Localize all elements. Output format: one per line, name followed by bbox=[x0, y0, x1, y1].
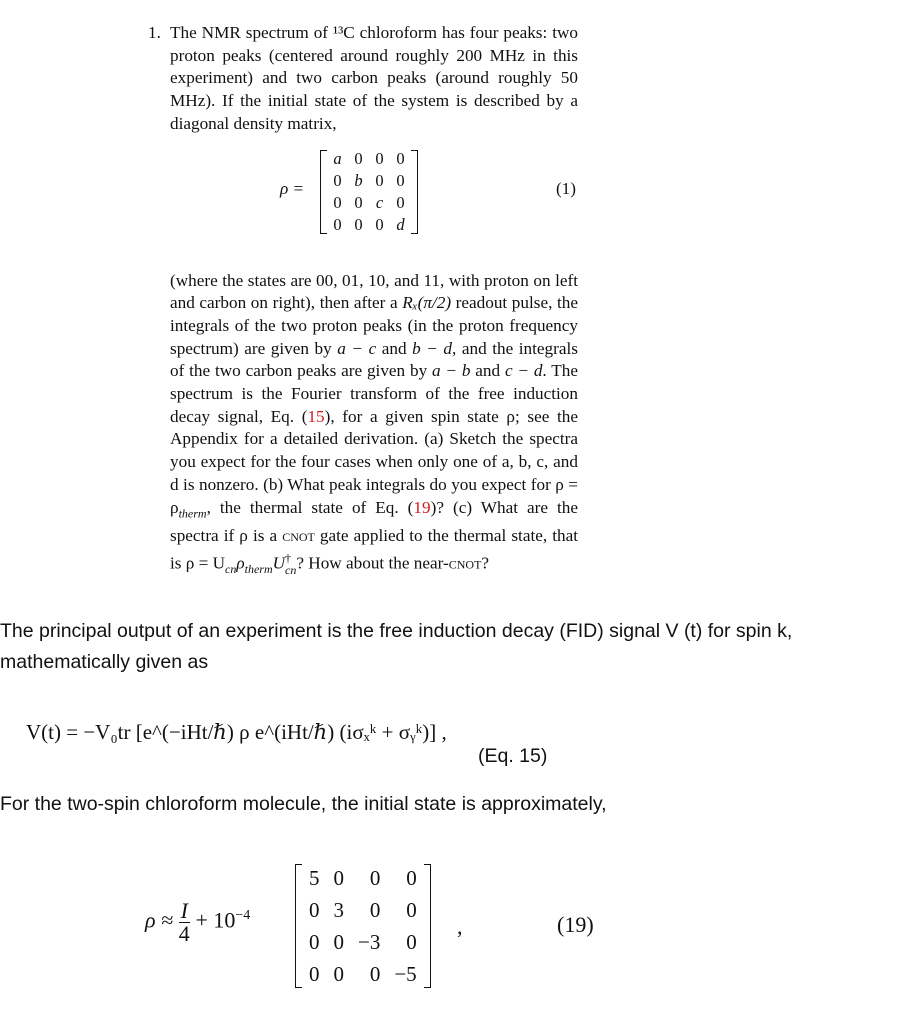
pulse-expr: Rₓ(π/2) bbox=[402, 293, 452, 313]
eq19-cell: 0 bbox=[406, 866, 417, 890]
eq19-cell: 0 bbox=[309, 930, 320, 954]
eq19-cell: 0 bbox=[369, 898, 381, 922]
eq19-lhs: ρ ≈ $\frac{I}{4}$ + $10^{-4}$ bbox=[145, 898, 251, 946]
eq19-cell: 3 bbox=[333, 898, 344, 922]
eq1-cell: 0 bbox=[375, 170, 384, 190]
eq19-cell: 0 bbox=[406, 898, 417, 922]
eq19-link[interactable]: 19 bbox=[413, 497, 431, 517]
eq1-cell: 0 bbox=[354, 192, 363, 212]
problem-paragraph-2: (where the states are 00, 01, 10, and 11, with proton on left and carbon on right), then after a Rₓ(π/2) readout pulse, the integrals of the two proton peaks (in the proton frequency spectrum) are given by a − c and b − d, and the integrals of the two carbon peaks are given by a − b and c − d. The spectrum is the Fourier transform of the free induction decay signal, Eq. (15), for a given spin state ρ; see the Appendix for a detailed derivation. (a) Sketch the spectra you expect for the four cases when only one of a, b, c, and d is nonzero. (b) What peak integrals do you expect for $\rho = \rho_{therm}$, the thermal state of Eq. (19)? (c) What are the spectra if ρ is a cnot gate applied to the thermal state, that is $\rho = U_{cn}\rho_{therm}U^\dagger_{cn}$? How about the near-cnot? bbox=[170, 270, 578, 577]
eq1-cell: 0 bbox=[333, 170, 342, 190]
eq19-cell: 0 bbox=[309, 962, 320, 986]
eq19-cell: 5 bbox=[309, 866, 320, 890]
eq1-cell: 0 bbox=[333, 214, 342, 234]
eq19-comma: , bbox=[457, 914, 463, 939]
eq19-cell: −3 bbox=[358, 930, 381, 954]
eq1-cell: 0 bbox=[396, 170, 405, 190]
eq1-cell: 0 bbox=[396, 192, 405, 212]
equation-15-tag: (Eq. 15) bbox=[478, 745, 548, 767]
eq19-cell: 0 bbox=[406, 930, 417, 954]
eq1-cell: 0 bbox=[375, 148, 384, 168]
eq19-cell: −5 bbox=[394, 962, 417, 986]
equation-1 bbox=[170, 144, 578, 262]
explanation-fid: The principal output of an experiment is the free induction decay (FID) signal V (t) for spin k, mathematically given as bbox=[0, 620, 793, 673]
problem-block bbox=[148, 22, 578, 581]
eq1-matrix bbox=[320, 148, 418, 236]
eq19-fraction: $\frac{I}{4}$ bbox=[178, 898, 190, 946]
eq15-link[interactable]: 15 bbox=[307, 406, 325, 426]
eq19-cell: 0 bbox=[333, 962, 344, 986]
eq1-tag: (1) bbox=[555, 178, 576, 198]
eq1-cell: b bbox=[354, 170, 363, 190]
eq19-cell: 0 bbox=[309, 898, 320, 922]
equation-15: V(t) = −V₀tr [e^(−iHt/ℏ) ρ e^(iHt/ℏ) (iσₓᵏ + σᵧᵏ)] , bbox=[26, 720, 447, 744]
problem-paragraph-1: The NMR spectrum of ¹³C chloroform has four peaks: two proton peaks (centered around roughly 200 MHz in this experiment) and two carbon peaks (around roughly 50 MHz). If the initial state of the system is described by a diagonal density matrix, bbox=[170, 23, 578, 133]
eq1-cell: 0 bbox=[396, 148, 405, 168]
explanation-initial-state: For the two-spin chloroform molecule, the initial state is approximately, bbox=[0, 793, 607, 815]
eq1-cell: a bbox=[333, 148, 342, 168]
eq19-matrix bbox=[295, 862, 431, 990]
eq1-cell: d bbox=[396, 214, 405, 234]
eq19-cell: 0 bbox=[333, 866, 344, 890]
equation-19 bbox=[145, 860, 905, 1000]
eq1-cell: 0 bbox=[375, 214, 384, 234]
eq1-cell: 0 bbox=[354, 214, 363, 234]
eq19-tag: (19) bbox=[557, 912, 594, 937]
eq1-cell: c bbox=[375, 192, 384, 212]
eq1-cell: 0 bbox=[333, 192, 342, 212]
eq1-lhs: ρ = bbox=[280, 178, 305, 198]
problem-number: 1. bbox=[148, 23, 161, 42]
eq19-cell: 0 bbox=[333, 930, 344, 954]
eq19-cell: 0 bbox=[369, 866, 381, 890]
eq19-cell: 0 bbox=[369, 962, 381, 986]
eq1-cell: 0 bbox=[354, 148, 363, 168]
